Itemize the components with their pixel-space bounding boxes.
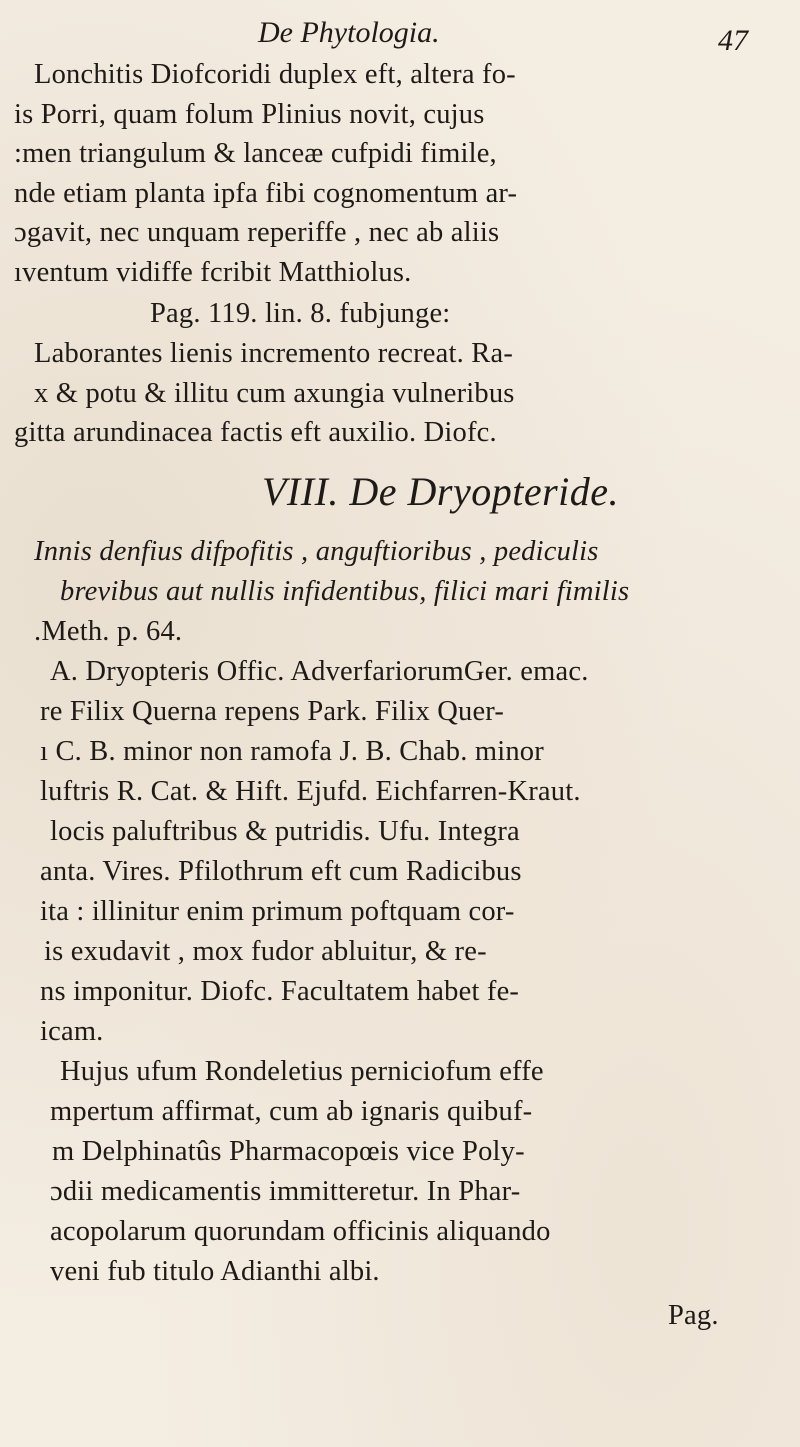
text-line-23: ns imponitur. Diofc. Facultatem habet fe-	[40, 976, 520, 1007]
text-line-29: acopolarum quorundam officinis aliquando	[50, 1216, 551, 1247]
text-line-25: Hujus ufum Rondeletius perniciofum effe	[60, 1056, 544, 1087]
text-line-15: A. Dryopteris Offic. AdverfariorumGer. emac.	[50, 656, 589, 687]
section-heading: VIII. De Dryopteride.	[262, 469, 620, 514]
page-number: 47	[718, 24, 748, 57]
text-line-3: :men triangulum & lanceæ cufpidi fimile,	[14, 138, 497, 169]
text-line-14: .Meth. p. 64.	[34, 616, 183, 647]
text-line-7: Pag. 119. lin. 8. fubjunge:	[150, 298, 451, 329]
text-line-18: luftris R. Cat. & Hift. Ejufd. Eichfarren-Kraut.	[40, 776, 581, 807]
text-line-16: re Filix Querna repens Park. Filix Quer-	[40, 696, 505, 727]
text-line-12: Innis denfius difpofitis , anguftioribus , pediculis	[34, 536, 599, 567]
text-line-5: ɔgavit, nec unquam reperiffe , nec ab aliis	[14, 217, 500, 248]
text-line-19: locis paluftribus & putridis. Ufu. Integra	[50, 816, 520, 847]
text-line-24: icam.	[40, 1016, 104, 1047]
text-line-6: ıventum vidiffe fcribit Matthiolus.	[14, 257, 412, 288]
running-header	[0, 16, 800, 57]
text-line-9: x & potu & illitu cum axungia vulneribus	[34, 378, 515, 409]
text-line-8: Laborantes lienis incremento recreat. Ra-	[34, 338, 514, 369]
text-line-10: gitta arundinacea factis eft auxilio. Diofc.	[14, 417, 497, 448]
text-line-28: ɔdii medicamentis immitteretur. In Phar-	[50, 1176, 521, 1207]
text-line-20: anta. Vires. Pfilothrum eft cum Radicibus	[40, 856, 522, 887]
running-title: De Phytologia.	[258, 16, 440, 49]
text-line-2: is Porri, quam folum Plinius novit, cujus	[14, 99, 485, 130]
text-line-1: Lonchitis Diofcoridi duplex eft, altera fo-	[34, 59, 516, 90]
text-line-22: is exudavit , mox fudor abluitur, & re-	[44, 936, 487, 967]
text-line-17: ı C. B. minor non ramofa J. B. Chab. minor	[40, 736, 544, 767]
text-line-27: m Delphinatûs Pharmacopœis vice Poly-	[52, 1136, 525, 1167]
text-line-21: ita : illinitur enim primum poftquam cor-	[40, 896, 515, 927]
text-line-13: brevibus aut nullis infidentibus, filici mari fimilis	[60, 576, 630, 607]
catchword: Pag.	[668, 1300, 719, 1331]
text-line-4: nde etiam planta ipfa fibi cognomentum ar-	[14, 178, 518, 209]
text-line-30: veni fub titulo Adianthi albi.	[50, 1256, 380, 1287]
text-line-26: mpertum affirmat, cum ab ignaris quibuf-	[50, 1096, 533, 1127]
